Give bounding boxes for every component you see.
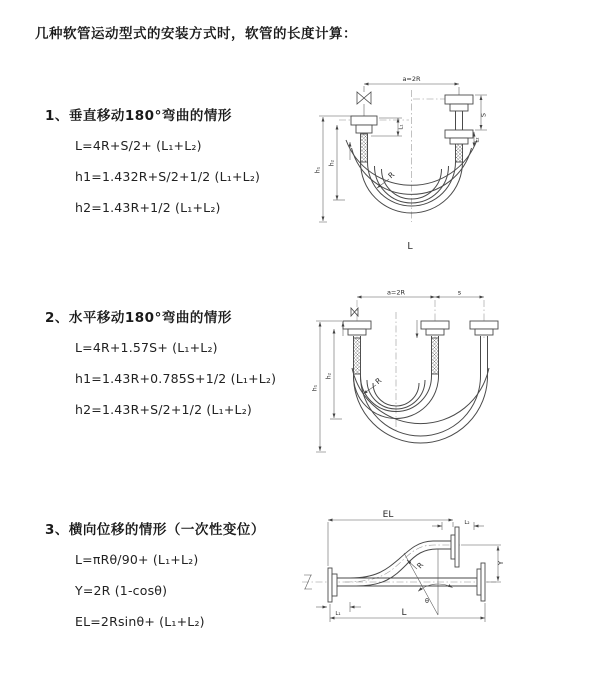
valve-icon: [357, 86, 371, 116]
braid-section: [456, 142, 463, 162]
dimension-shift: [435, 289, 484, 298]
dimension-l1: [316, 602, 361, 617]
section-3-heading: 3、横向位移的情形（一次性变位）: [45, 522, 265, 538]
formula-h1: h1=1.43R+0.785S+1/2 (L₁+L₂): [75, 371, 277, 386]
page-title: 几种软管运动型式的安装方式时，软管的长度计算：: [35, 26, 357, 42]
hose-assembly: [352, 336, 489, 443]
dim-label-h1: h₁: [312, 384, 319, 392]
formula-h2: h2=1.43R+1/2 (L₁+L₂): [75, 200, 221, 215]
diagram-horizontal-180-bend: [312, 288, 527, 468]
dimension-width: [364, 75, 459, 84]
dimension-h2: [326, 329, 343, 419]
formula-length: L=4R+S/2+ (L₁+L₂): [75, 138, 202, 153]
right-flange-upper: [445, 87, 473, 111]
left-flange: [328, 568, 337, 602]
formula-y: Y=2R (1-cosθ): [75, 583, 168, 598]
dim-label-length: L: [401, 608, 407, 618]
dimension-h1: [315, 116, 354, 222]
dim-label-length: L: [407, 241, 413, 252]
formula-length: L=4R+1.57S+ (L₁+L₂): [75, 340, 218, 355]
dimension-h1: [312, 321, 342, 452]
dim-label-h1: h₁: [314, 166, 322, 174]
dimension-h2: [329, 125, 346, 200]
middle-flange: [421, 321, 449, 335]
section-horizontal-bend: [45, 306, 315, 431]
left-flange: [351, 116, 377, 133]
dim-label-l1: L₁: [398, 124, 405, 130]
dim-label-radius: R: [386, 170, 397, 181]
displaced-flange: [451, 527, 459, 567]
dim-label-l2: L₂: [464, 520, 470, 526]
dim-label-y: Y: [497, 560, 505, 566]
dimension-width: [357, 289, 435, 298]
formula-h2: h2=1.43R+S/2+1/2 (L₁+L₂): [75, 402, 252, 417]
right-flange-lower: [445, 130, 473, 144]
dim-label-h2: h₂: [328, 159, 336, 167]
right-flange: [470, 321, 498, 335]
valve-icon: [351, 308, 358, 316]
dimension-stroke-s: [475, 95, 488, 130]
right-flange: [477, 563, 485, 601]
dimension-l: [330, 603, 485, 622]
dim-label-l2: L₂: [474, 137, 481, 143]
dim-label-width: a=2R: [402, 75, 421, 83]
formula-length: L=πRθ/90+ (L₁+L₂): [75, 552, 199, 567]
section-lateral-displacement: [45, 518, 315, 643]
dimension-el: [328, 510, 453, 566]
section-2-heading: 2、水平移动180°弯曲的情形: [45, 310, 232, 326]
braid-section: [432, 338, 439, 374]
formula-h1: h1=1.432R+S/2+1/2 (L₁+L₂): [75, 169, 261, 184]
dim-label-h2: h₂: [325, 372, 333, 380]
dim-label-el: EL: [382, 510, 394, 520]
dim-label-theta: θ: [425, 597, 429, 605]
dim-label-l1: L₁: [335, 611, 341, 617]
dim-label-radius: R: [373, 375, 384, 387]
section-1-heading: 1、垂直移动180°弯曲的情形: [45, 108, 232, 124]
diagram-lateral-displacement: [300, 505, 525, 650]
braid-section: [361, 134, 368, 162]
dim-label-radius: R: [414, 560, 426, 571]
dim-label-width: a=2R: [386, 288, 406, 297]
formula-el: EL=2Rsinθ+ (L₁+L₂): [75, 614, 205, 629]
diagram-vertical-180-bend: [313, 70, 548, 260]
dim-label-shift: s: [457, 288, 462, 297]
left-flange: [343, 321, 371, 335]
dim-label-s: S: [479, 112, 488, 118]
braid-section: [354, 338, 361, 374]
section-vertical-bend: [45, 104, 315, 229]
